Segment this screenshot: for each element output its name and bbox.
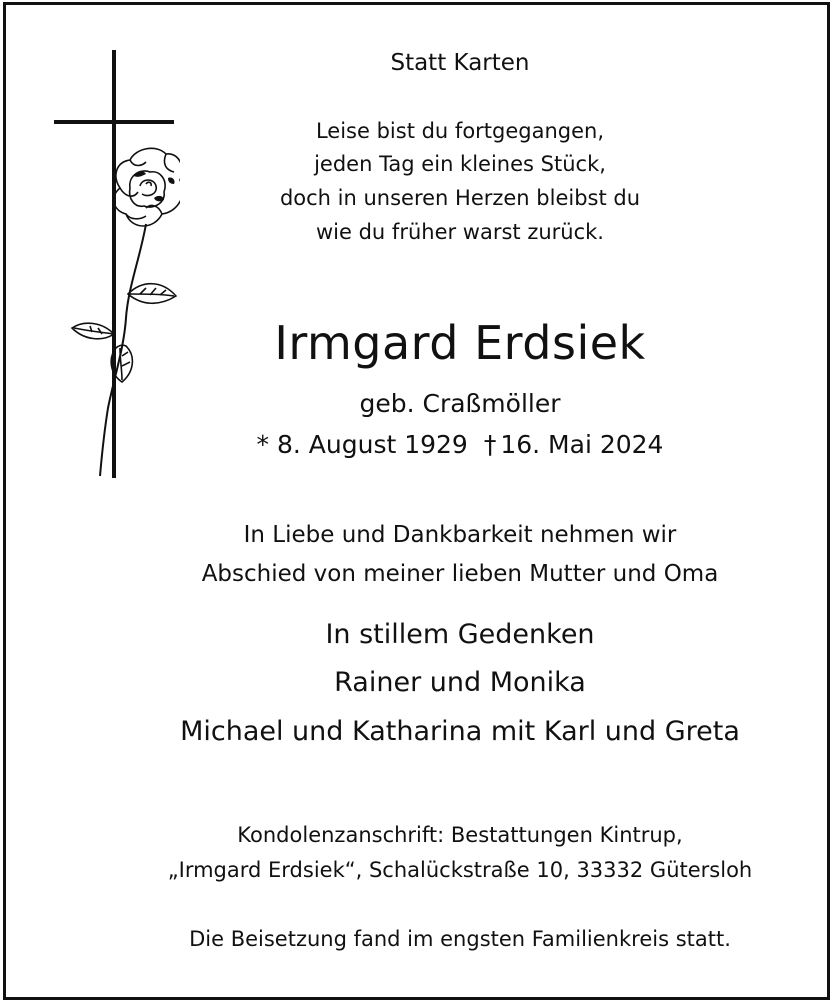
birth-name: geb. Craßmöller [359,389,561,418]
dagger-icon: † [483,430,497,459]
mourners-line-1: Rainer und Monika [334,667,586,698]
poem-line-2: jeden Tag ein kleines Stück, [314,152,606,176]
statt-karten: Statt Karten [390,50,530,76]
death-date: 16. Mai 2024 [500,430,664,459]
mourners-intro: In stillem Gedenken [325,619,595,650]
funeral-note: Die Beisetzung fand im engsten Familienkreis statt. [189,927,731,951]
poem-line-3: doch in unseren Herzen bleibst du [279,186,641,210]
poem-line-4: wie du früher warst zurück. [316,220,604,244]
mourners-line-2: Michael und Katharina mit Karl und Greta [180,716,740,747]
farewell-line-2: Abschied von meiner lieben Mutter und Oma [201,561,719,587]
condolence-line-2: „Irmgard Erdsiek“, Schalückstraße 10, 33332 Gütersloh [167,858,753,882]
poem-line-1: Leise bist du fortgegangen, [315,119,605,143]
condolence-line-1: Kondolenzanschrift: Bestattungen Kintrup, [237,823,683,847]
life-dates [90,432,830,457]
birth-date: * 8. August 1929 [256,430,468,459]
deceased-name: Irmgard Erdsiek [274,316,646,370]
farewell-line-1: In Liebe und Dankbarkeit nehmen wir [243,522,677,548]
